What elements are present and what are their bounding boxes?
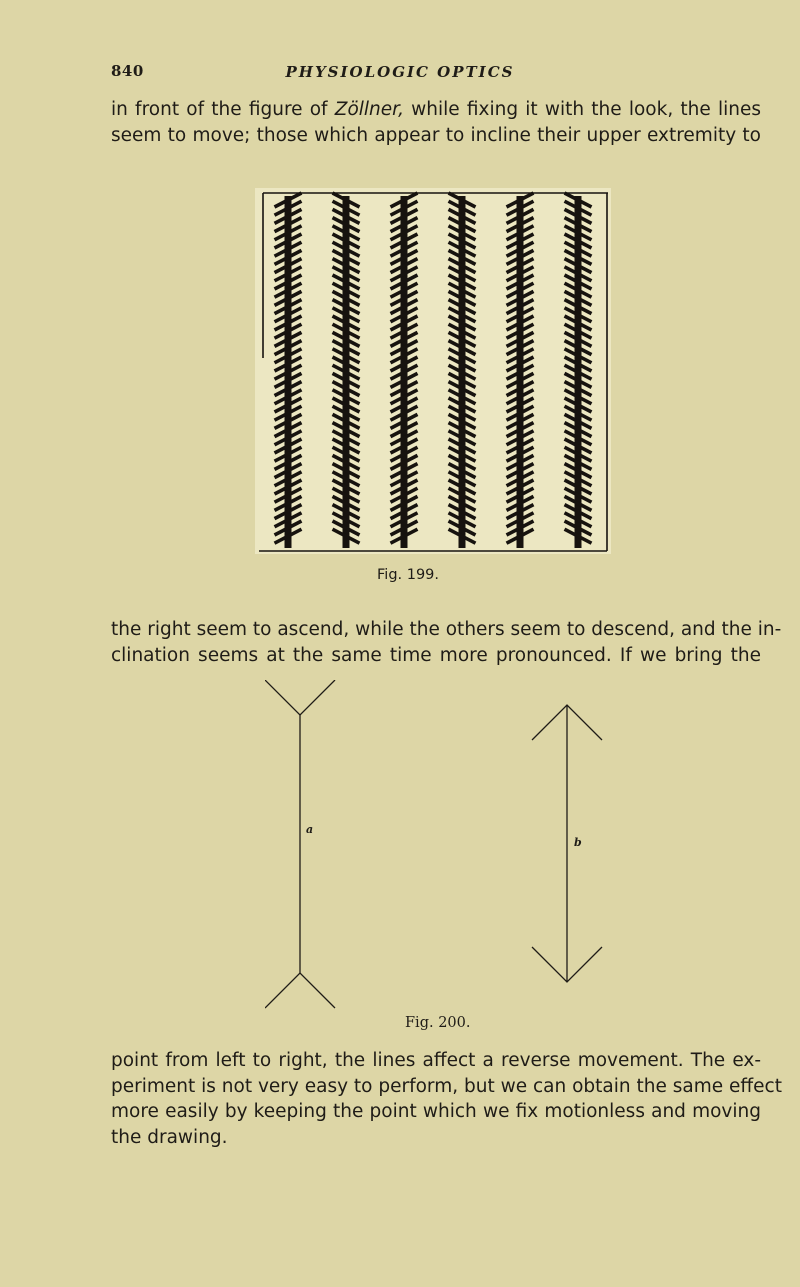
arrow-figure (265, 680, 625, 1020)
line-a-top-fork (265, 680, 335, 715)
paragraph-2-line-2: clination seems at the same time more pronounced. If we bring the (111, 644, 761, 666)
paragraph-2-line-1: the right seem to ascend, while the others seem to descend, and the in- (111, 619, 782, 640)
paragraph-3-line-3: more easily by keeping the point which we fix motionless and moving (111, 1101, 761, 1122)
running-head: PHYSIOLOGIC OPTICS (285, 63, 515, 81)
zollner-figure (255, 188, 611, 554)
paragraph-2 (111, 617, 782, 668)
label-b: b (574, 836, 582, 849)
figure-200-caption: Fig. 200. (405, 1015, 471, 1031)
paragraph-1-line-2: seem to move; those which appear to incline their upper extremity to (111, 124, 761, 146)
figure-199-background (255, 188, 611, 554)
page-number: 840 (111, 62, 144, 80)
line-a-bottom-fork (265, 973, 335, 1008)
figure-199-caption: Fig. 199. (377, 567, 440, 583)
label-a: a (306, 823, 314, 836)
paragraph-3-line-1: point from left to right, the lines affect a reverse movement. The ex- (111, 1050, 761, 1071)
author-name: Zöllner, (334, 99, 404, 120)
paragraph-3-line-4: the drawing. (111, 1126, 228, 1148)
paragraph-1-line-1: in front of the figure of Zöllner, while fixing it with the look, the lines (111, 99, 761, 120)
paragraph-3-line-2: periment is not very easy to perform, but we can obtain the same effect (111, 1075, 782, 1097)
paragraph-3 (111, 1048, 782, 1150)
paragraph-1 (111, 97, 761, 148)
